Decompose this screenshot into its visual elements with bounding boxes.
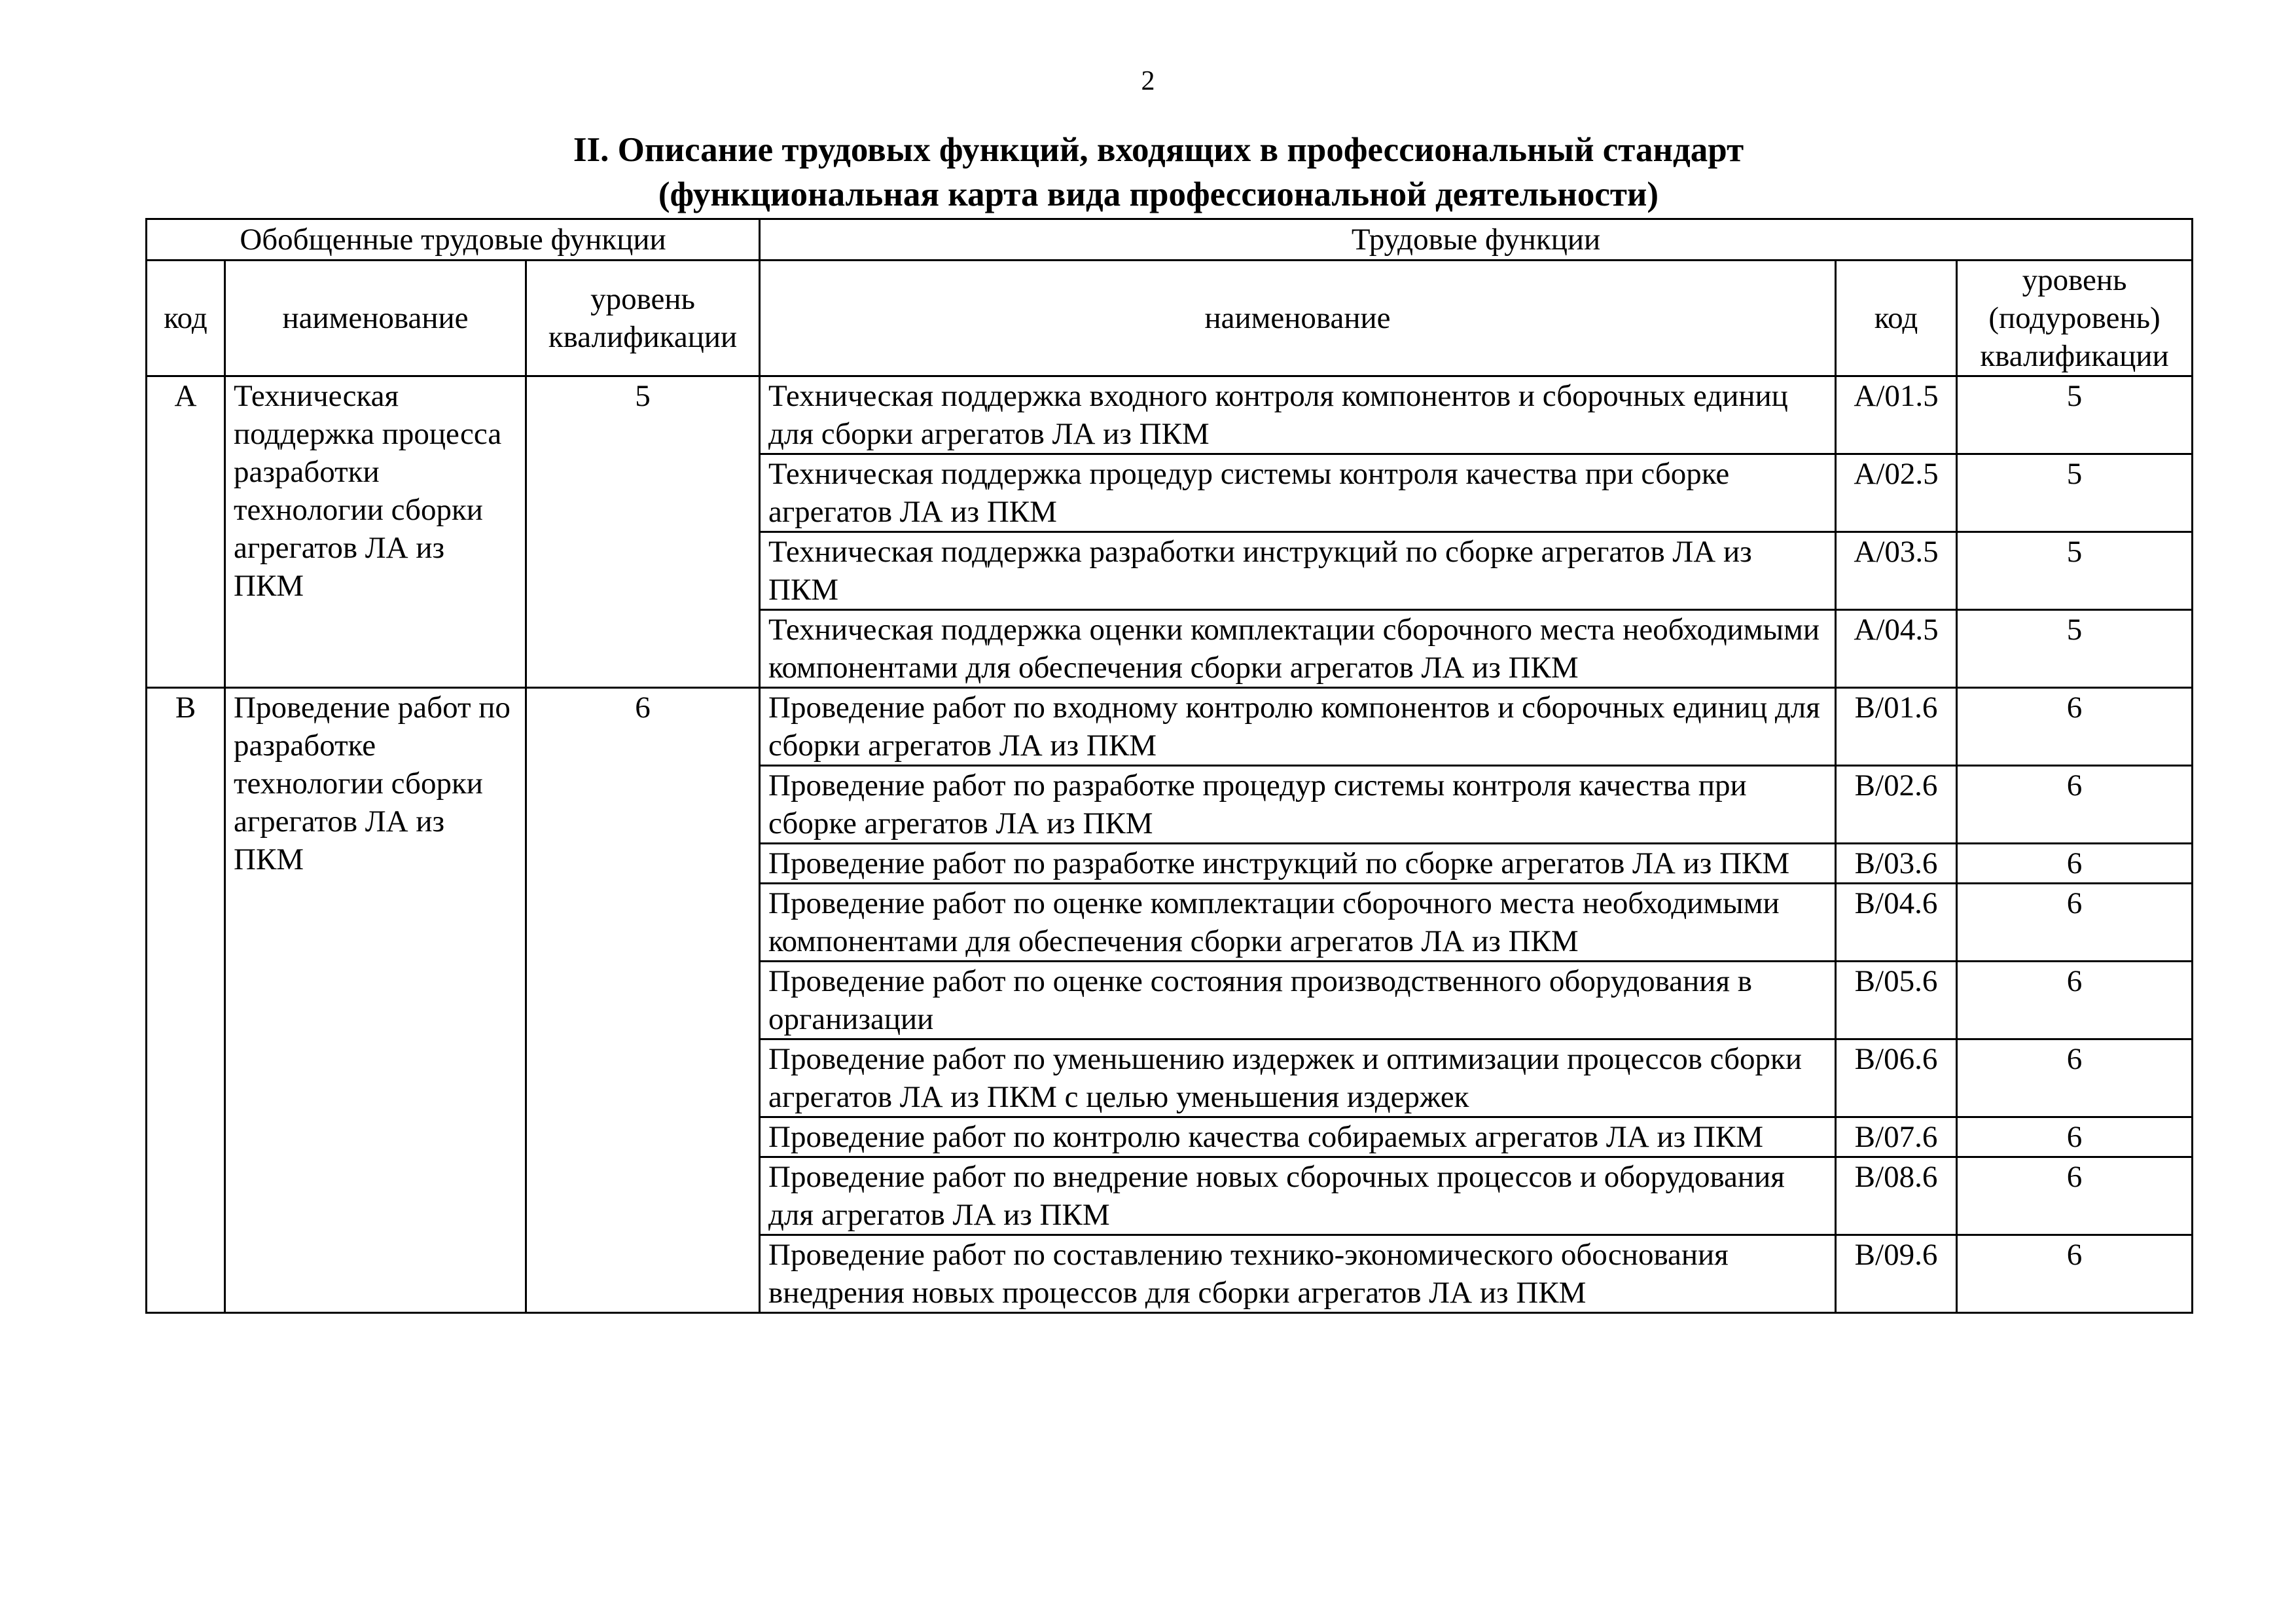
- generalized-function-name: Проведение работ по разработке технологии сборки агрегатов ЛА из ПКМ: [225, 688, 526, 1313]
- labor-function-code: A/02.5: [1836, 454, 1957, 532]
- labor-function-name: Проведение работ по оценке комплектации сборочного места необходимыми компонентами для обеспечения сборки агрегатов ЛА из ПКМ: [760, 884, 1836, 962]
- labor-function-name: Техническая поддержка разработки инструкций по сборке агрегатов ЛА из ПКМ: [760, 532, 1836, 610]
- functional-map-table: [145, 218, 2193, 1314]
- section-title: II. Описание трудовых функций, входящих в профессиональный стандарт: [573, 131, 1744, 169]
- generalized-function-level: 6: [526, 688, 760, 1313]
- table-row: [147, 688, 2193, 766]
- labor-function-level: 6: [1957, 844, 2193, 884]
- labor-function-name: Проведение работ по оценке состояния производственного оборудования в организации: [760, 962, 1836, 1039]
- labor-function-code: B/06.6: [1836, 1039, 1957, 1117]
- labor-function-level: 6: [1957, 1039, 2193, 1117]
- labor-function-name: Проведение работ по разработке процедур системы контроля качества при сборке агрегатов ЛА из ПКМ: [760, 766, 1836, 844]
- page-number: 2: [1141, 66, 1155, 96]
- labor-function-level: 5: [1957, 610, 2193, 688]
- header-code: код: [147, 261, 225, 376]
- header-function-code: код: [1836, 261, 1957, 376]
- labor-function-name: Техническая поддержка оценки комплектации сборочного места необходимыми компонентами для обеспечения сборки агрегатов ЛА из ПКМ: [760, 610, 1836, 688]
- labor-function-name: Проведение работ по входному контролю компонентов и сборочных единиц для сборки агрегатов ЛА из ПКМ: [760, 688, 1836, 766]
- labor-function-code: A/04.5: [1836, 610, 1957, 688]
- header-function-name: наименование: [760, 261, 1836, 376]
- labor-function-code: B/04.6: [1836, 884, 1957, 962]
- labor-function-name: Техническая поддержка процедур системы контроля качества при сборке агрегатов ЛА из ПКМ: [760, 454, 1836, 532]
- labor-function-code: A/01.5: [1836, 376, 1957, 454]
- header-labor-functions: Трудовые функции: [760, 219, 2193, 261]
- labor-function-code: B/02.6: [1836, 766, 1957, 844]
- labor-function-level: 5: [1957, 376, 2193, 454]
- section-subtitle: (функциональная карта вида профессиональной деятельности): [658, 175, 1659, 213]
- labor-function-code: B/08.6: [1836, 1157, 1957, 1235]
- labor-function-code: B/07.6: [1836, 1117, 1957, 1157]
- labor-function-level: 6: [1957, 1117, 2193, 1157]
- labor-function-code: B/01.6: [1836, 688, 1957, 766]
- labor-function-name: Техническая поддержка входного контроля компонентов и сборочных единиц для сборки агрегатов ЛА из ПКМ: [760, 376, 1836, 454]
- labor-function-level: 6: [1957, 1157, 2193, 1235]
- labor-function-level: 5: [1957, 454, 2193, 532]
- labor-function-code: A/03.5: [1836, 532, 1957, 610]
- labor-function-level: 6: [1957, 884, 2193, 962]
- header-qualification-level: уровень квалификации: [526, 261, 760, 376]
- labor-function-code: B/03.6: [1836, 844, 1957, 884]
- generalized-function-level: 5: [526, 376, 760, 688]
- generalized-function-name: Техническая поддержка процесса разработки технологии сборки агрегатов ЛА из ПКМ: [225, 376, 526, 688]
- labor-function-level: 6: [1957, 962, 2193, 1039]
- header-function-level: уровень (подуровень) квалификации: [1957, 261, 2193, 376]
- generalized-function-code: B: [147, 688, 225, 1313]
- table-row: [147, 376, 2193, 454]
- labor-function-level: 6: [1957, 766, 2193, 844]
- labor-function-name: Проведение работ по уменьшению издержек и оптимизации процессов сборки агрегатов ЛА из ПКМ с целью уменьшения издержек: [760, 1039, 1836, 1117]
- labor-function-level: 6: [1957, 1235, 2193, 1313]
- generalized-function-code: A: [147, 376, 225, 688]
- table-body: [147, 376, 2193, 1313]
- labor-function-name: Проведение работ по разработке инструкций по сборке агрегатов ЛА из ПКМ: [760, 844, 1836, 884]
- header-name: наименование: [225, 261, 526, 376]
- labor-function-name: Проведение работ по контролю качества собираемых агрегатов ЛА из ПКМ: [760, 1117, 1836, 1157]
- labor-function-code: B/05.6: [1836, 962, 1957, 1039]
- labor-function-name: Проведение работ по составлению технико-экономического обоснования внедрения новых процессов для сборки агрегатов ЛА из ПКМ: [760, 1235, 1836, 1313]
- labor-function-name: Проведение работ по внедрение новых сборочных процессов и оборудования для агрегатов ЛА из ПКМ: [760, 1157, 1836, 1235]
- labor-function-level: 5: [1957, 532, 2193, 610]
- header-generalized-functions: Обобщенные трудовые функции: [147, 219, 760, 261]
- labor-function-code: B/09.6: [1836, 1235, 1957, 1313]
- labor-function-level: 6: [1957, 688, 2193, 766]
